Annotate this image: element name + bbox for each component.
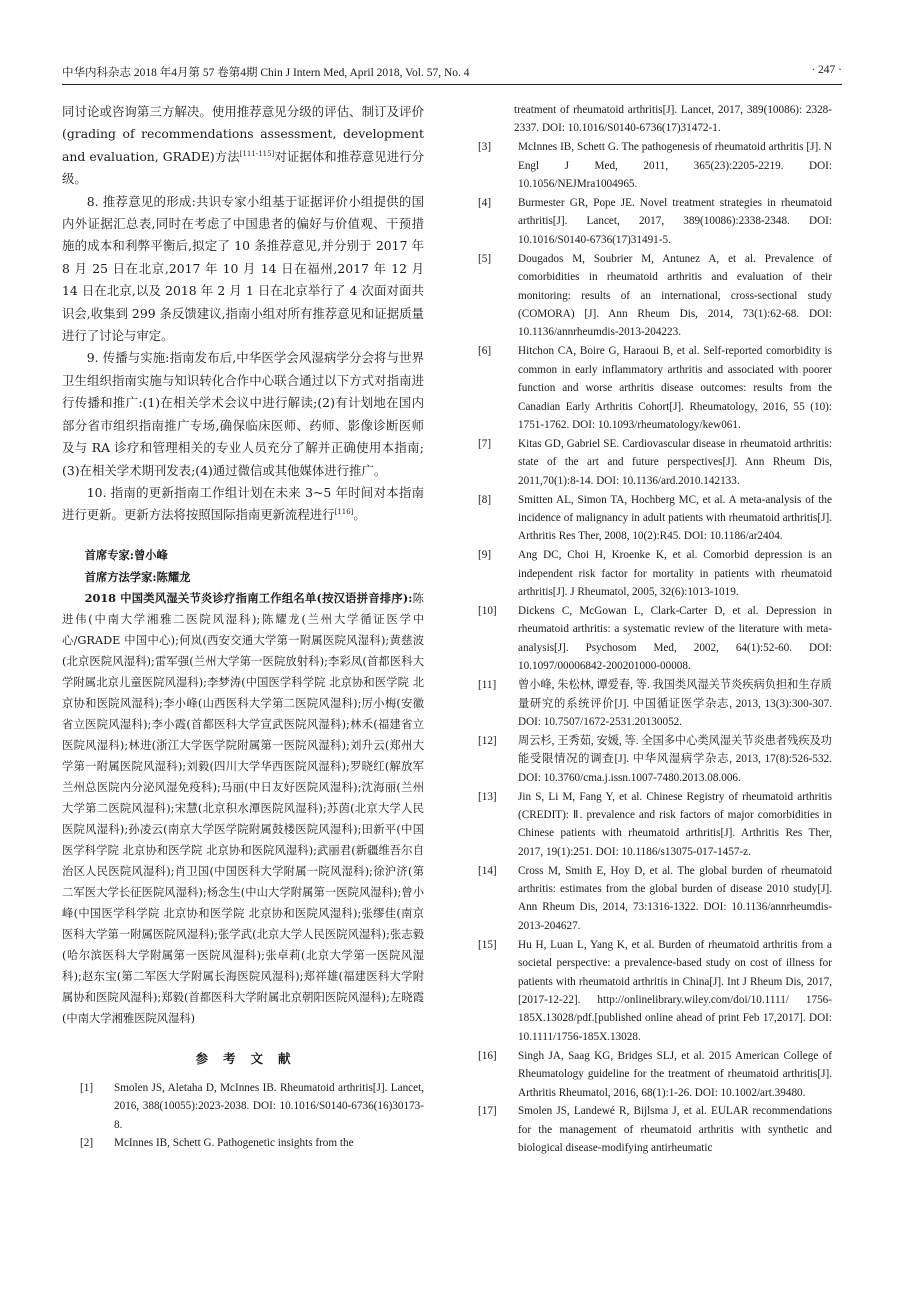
reference-number: [12] [478,734,497,747]
reference-text: Singh JA, Saag KG, Bridges SLJ, et al. 2015 American College of Rheumatology guideline for the treatment of rheumatoid arthritis[J]. Arthritis Rheumatol, 2016, 68(1):1-26. DOI: 10.1002/art.39480. [518,1049,832,1099]
reference-item [478,342,832,434]
left-column [62,101,424,1153]
reference-number: [15] [478,938,497,951]
reference-item [62,1079,424,1134]
right-column [478,101,832,1158]
reference-item [478,788,832,862]
reference-text: Cross M, Smith E, Hoy D, et al. The global burden of rheumatoid arthritis: estimates from the global burden of disease 2010 study[J]. Ann Rheum Dis, 2014, 73:1316-1322. DOI: 10.1136/annrheumdis-2013-204627. [518,864,832,932]
reference-text: Burmester GR, Pope JE. Novel treatment strategies in rheumatoid arthritis[J]. Lancet, 2017, 389(10086):2338-2348. DOI: 10.1016/S0140-6736(17)31491-5. [518,197,832,246]
working-group-title: 2018 中国类风湿关节炎诊疗指南工作组名单(按汉语拼音排序): [84,590,413,605]
reference-number: [8] [478,493,492,506]
reference-item [478,435,832,490]
reference-number: [10] [478,604,497,617]
reference-number: [11] [478,679,497,692]
reference-number: [14] [478,864,497,877]
reference-item [478,491,832,546]
reference-item [478,194,832,249]
reference-item [478,250,832,342]
reference-item [478,732,832,787]
reference-list [62,1079,424,1153]
reference-text: Smitten AL, Simon TA, Hochberg MC, et al. A meta-analysis of the incidence of malignancy in adult patients with rheumatoid arthritis[J]. Arthritis Res Ther, 2008, 10(2):R45. DOI: 10.1186/ar2404. [518,493,832,543]
reference-number: [9] [478,549,492,562]
reference-text: Smolen JS, Aletaha D, McInnes IB. Rheumatoid arthritis[J]. Lancet, 2016, 388(10055):2023-2038. DOI: 10.1016/S0140-6736(16)30173-8. [114,1081,424,1131]
reference-item [478,101,832,138]
reference-number: [6] [478,345,492,358]
journal-citation: 中华内科杂志 2018 年4月第 57 卷第4期 Chin J Intern Med, April 2018, Vol. 57, No. 4 [62,67,470,79]
reference-text: Dougados M, Soubrier M, Antunez A, et al. Prevalence of comorbidities in rheumatoid arthritis and evaluation of their monitoring: results of an international, cross-sectional study (COMORA) [J]. Ann Rheum Dis, 2014, 73(1):62-68. DOI: 10.1136/annrheumdis-2013-204223. [518,252,832,339]
chief-expert: 首席专家:曾小峰 [84,547,168,562]
paragraph-dissemination: 9. 传播与实施:指南发布后,中华医学会风湿病学分会将与世界卫生组织指南实施与知识转化合作中心联合通过以下方式对指南进行传播和推广:(1)在相关学术会议中进行解读;(2)有计划地在国内部分省市组织指南推广专场,确保临床医师、药师、影像诊断医师及与 RA 诊疗和管理相关的专业人员充分了解并正确使用本指南;(3)在相关学术期刊发表;(4)通过微信或其他媒体进行推广。 [62,350,424,478]
reference-item [478,138,832,193]
reference-text: Hu H, Luan L, Yang K, et al. Burden of rheumatoid arthritis from a societal perspective: a prevalence-based study on cost of illness for patients with rheumatoid arthritis in China[J]. Int J Rheum Dis, 2017, [2017-12-22]. http://onlinelibrary.wiley.com/doi/10.1111/ 1756-185X.13028/pdf.[published online ahead of print Feb 17,2017]. DOI: 10.1111/1756-185X.13028. [518,938,832,1043]
reference-text: Kitas GD, Gabriel SE. Cardiovascular disease in rheumatoid arthritis: state of the art and future perspectives[J]. Ann Rheum Dis, 2011,70(1):8-14. DOI: 10.1136/ard.2010.142133. [518,437,832,487]
paragraph-recommendation-formation: 8. 推荐意见的形成:共识专家小组基于证据评价小组提供的国内外证据汇总表,同时在考虑了中国患者的偏好与价值观、干预措施的成本和利弊平衡后,拟定了 10 条推荐意见,并分别于 2017 年 8 月 25 日在北京,2017 年 10 月 14 日在福州,2017 年 12 月 14 日在北京,以及 2018 年 2 月 1 日在北京举行了 4 次面对面共识会,收集到 299 条反馈建议,指南小组对所有推荐意见和证据质量进行了讨论与审定。 [62,193,424,344]
working-group-list: 2018 中国类风湿关节炎诊疗指南工作组名单(按汉语拼音排序):陈进伟(中南大学湘雅二医院风湿科);陈耀龙(兰州大学循证医学中心/GRADE 中国中心);何岚(西安交通大学第一附属医院风湿科);黄慈波(北京医院风湿科);雷军强(兰州大学第一医院放射科);李彩凤(首都医科大学附属北京儿童医院风湿科);李梦涛(中国医学科学院 北京协和医学院 北京协和医院风湿科);李小峰(山西医科大学第二医院风湿科);厉小梅(安徽省立医院风湿科);李小霞(首都医科大学宣武医院风湿科);林禾(福建省立医院风湿科);林进(浙江大学医学院附属第一医院风湿科);刘升云(郑州大学第一附属医院风湿科);刘毅(四川大学华西医院风湿科);罗晓红(解放军兰州总医院内分泌风湿免疫科);马丽(中日友好医院风湿科);沈海丽(兰州大学第二医院风湿科);宋慧(北京积水潭医院风湿科);苏茵(北京大学人民医院风湿科);孙凌云(南京大学医学院附属鼓楼医院风湿科);田新平(中国医学科学院 北京协和医学院 北京协和医院风湿科);武丽君(新疆维吾尔自治区人民医院风湿科);肖卫国(中国医科大学附属一院风湿科);徐沪济(第二军医大学长征医院风湿科);杨念生(中山大学附属第一医院风湿科);曾小峰(中国医学科学院 北京协和医学院 北京协和医院风湿科);张缪佳(南京医科大学第一附属医院风湿科);张学武(北京大学人民医院风湿科);张志毅(哈尔滨医科大学附属第一医院风湿科);张卓莉(北京大学第一医院风湿科);赵东宝(第二军医大学附属长海医院风湿科);郑祥雄(福建医科大学附属协和医院风湿科);郑毅(首都医科大学附属北京朝阳医院风湿科);左晓霞(中南大学湘雅医院风湿科) [62,590,424,1025]
reference-item [478,1047,832,1102]
reference-text: Hitchon CA, Boire G, Haraoui B, et al. Self-reported comorbidity is common in early inflammatory arthritis and associated with poorer function and worse arthritis disease outcomes: results from the Canadian Early Arthritis Cohort[J]. Rheumatology, 2016, 55 (10): 1751-1762. DOI: 10.1093/rheumatology/kew061. [518,345,832,431]
reference-item [478,546,832,601]
paragraph-grade: 同讨论或咨询第三方解决。使用推荐意见分级的评估、制订及评价(grading of recommendations assessment, development and evaluation, GRADE)方法[111-115]对证据体和推荐意见进行分级。 [62,104,425,187]
reference-number: [13] [478,790,497,803]
reference-number: [1] [80,1081,94,1094]
reference-text: McInnes IB, Schett G. The pathogenesis of rheumatoid arthritis [J]. N Engl J Med, 2011, 365(23):2205-2219. DOI: 10.1056/NEJMra1004965. [518,141,832,191]
reference-list [478,138,832,1157]
running-header [62,64,842,82]
reference-text: Smolen JS, Landewé R, Bijlsma J, et al. EULAR recommendations for the management of rheumatoid arthritis with synthetic and biological disease-modifying antirheumatic [518,1105,832,1155]
reference-text: 周云杉, 王秀茹, 安媛, 等. 全国多中心类风湿关节炎患者残疾及功能受限情况的调查[J]. 中华风湿病学杂志, 2013, 17(8):526-532. DOI: 10.3760/cma.j.issn.1007-7480.2013.08.006. [518,734,832,784]
references-heading: 参考文献 [195,1050,306,1066]
reference-number: [4] [478,197,492,210]
reference-item [478,862,832,936]
reference-number: [17] [478,1105,497,1118]
reference-number: [16] [478,1049,497,1062]
chief-methodologist: 首席方法学家:陈耀龙 [84,569,191,584]
reference-number: [2] [80,1137,94,1150]
paragraph-update: 10. 指南的更新指南工作组计划在未来 3~5 年时间对本指南进行更新。更新方法将按照国际指南更新流程进行[116]。 [62,484,424,523]
reference-number: [5] [478,252,492,265]
reference-text: Dickens C, McGowan L, Clark-Carter D, et al. Depression in rheumatoid arthritis: a systematic review of the literature with meta-analysis[J]. Psychosom Med, 2002, 64(1):52-60. DOI: 10.1097/00006842-200201000-00008. [518,604,832,673]
reference-text: treatment of rheumatoid arthritis[J]. Lancet, 2017, 389(10086): 2328-2337. DOI: 10.1016/S0140-6736(17)31472-1. [514,104,832,135]
citation-superscript: [116] [334,508,354,517]
reference-item [62,1134,424,1152]
reference-text: Ang DC, Choi H, Kroenke K, et al. Comorbid depression is an independent risk factor for mortality in patients with rheumatoid arthritis[J]. J Rheumatol, 2005, 32(6):1013-1019. [518,549,832,599]
reference-item [478,1102,832,1157]
header-rule [62,84,842,85]
citation-superscript: [111-115] [239,149,275,158]
reference-text: Jin S, Li M, Fang Y, et al. Chinese Registry of rheumatoid arthritis (CREDIT): Ⅱ. prevalence and risk factors of major comorbidities in Chinese patients with rheumatoid arthritis[J]. Arthritis Res Ther, 2017, 19(1):251. DOI: 10.1186/s13075-017-1457-z. [518,790,832,858]
reference-item [478,936,832,1046]
reference-number: [7] [478,437,492,450]
reference-item [478,602,832,676]
page-number: · 247 · [811,64,842,76]
reference-text: 曾小峰, 朱松林, 谭爱春, 等. 我国类风湿关节炎疾病负担和生存质量研究的系统评价[J]. 中国循证医学杂志, 2013, 13(3):300-307. DOI: 10.7507/1672-2531.20130052. [518,679,832,728]
reference-number: [3] [478,141,492,154]
reference-item [478,676,832,731]
reference-text: McInnes IB, Schett G. Pathogenetic insights from the [114,1137,354,1150]
